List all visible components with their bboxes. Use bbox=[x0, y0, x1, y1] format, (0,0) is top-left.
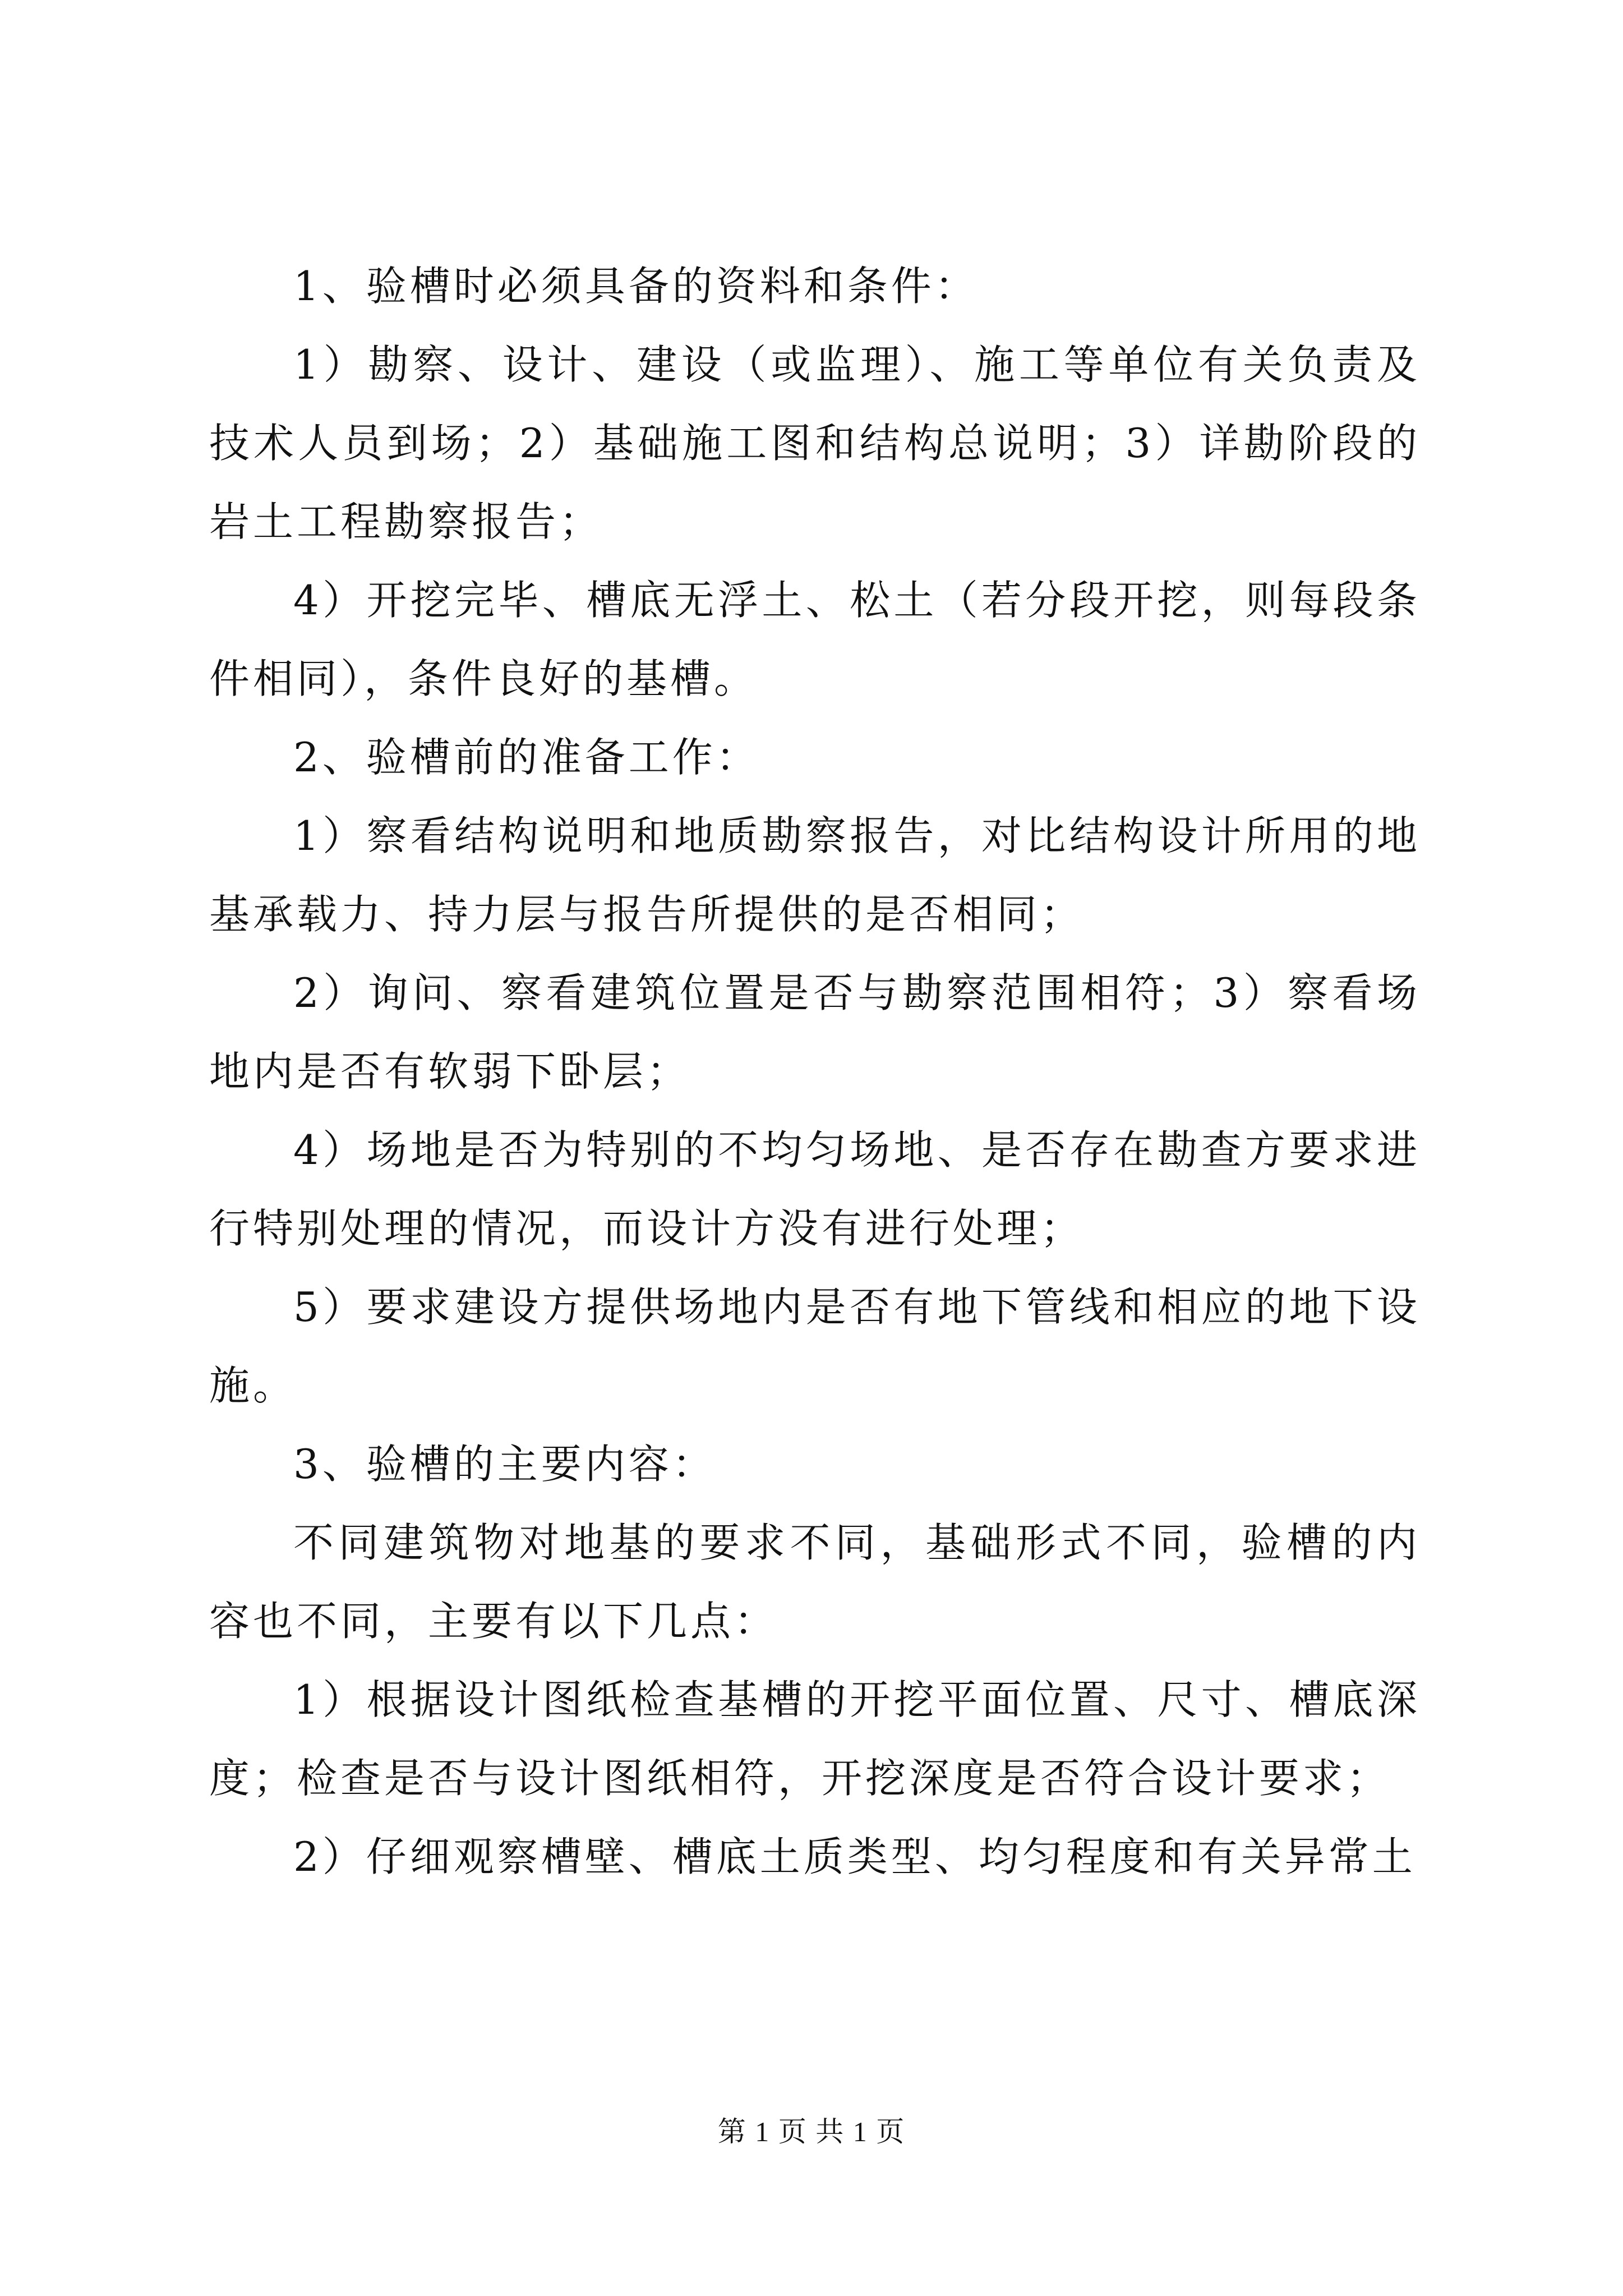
paragraph-section-3-heading: 3、验槽的主要内容： bbox=[293, 1441, 716, 1488]
paragraph-item: 4）场地是否为特别的不均匀场地、是否存在勘查方要求进行特别处理的情况，而设计方没有进行处理； bbox=[209, 1126, 1421, 1252]
paragraph-item: 4）开挖完毕、槽底无浮土、松土（若分段开挖，则每段条件相同），条件良好的基槽。 bbox=[209, 577, 1421, 702]
paragraph-intro: 不同建筑物对地基的要求不同，基础形式不同，验槽的内容也不同，主要有以下几点： bbox=[209, 1519, 1421, 1645]
paragraph-item: 2）询问、察看建筑位置是否与勘察范围相符；3）察看场地内是否有软弱下卧层； bbox=[209, 969, 1421, 1095]
paragraph-section-2-heading: 2、验槽前的准备工作： bbox=[293, 734, 760, 781]
paragraph-item: 1）勘察、设计、建设（或监理）、施工等单位有关负责及技术人员到场；2）基础施工图和结构总说明；3）详勘阶段的岩土工程勘察报告； bbox=[209, 341, 1421, 545]
document-body bbox=[209, 247, 1421, 1896]
paragraph-item: 5）要求建设方提供场地内是否有地下管线和相应的地下设施。 bbox=[209, 1283, 1421, 1409]
page-footer: 第 1 页 共 1 页 bbox=[717, 2116, 906, 2147]
paragraph-item: 1）察看结构说明和地质勘察报告，对比结构设计所用的地基承载力、持力层与报告所提供的是否相同； bbox=[209, 812, 1421, 938]
paragraph-section-1-heading: 1、验槽时必须具备的资料和条件： bbox=[293, 263, 979, 310]
paragraph-item: 1）根据设计图纸检查基槽的开挖平面位置、尺寸、槽底深度；检查是否与设计图纸相符，开挖深度是否符合设计要求； bbox=[209, 1676, 1421, 1802]
paragraph-item: 2）仔细观察槽壁、槽底土质类型、均匀程度和有关异常土 bbox=[293, 1833, 1416, 1880]
